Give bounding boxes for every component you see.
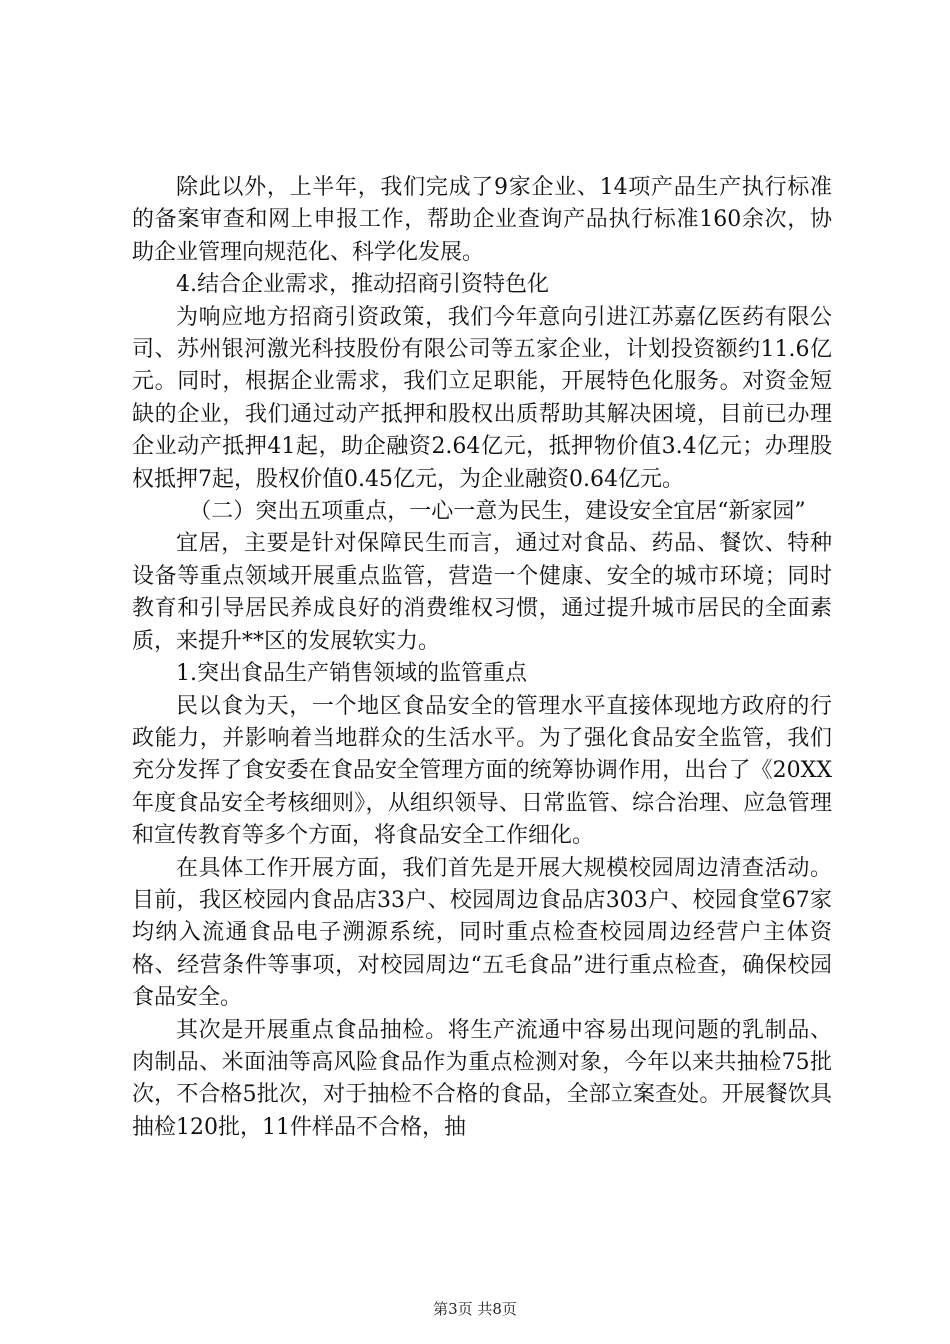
paragraph-p3: 宜居，主要是针对保障民生而言，通过对食品、药品、餐饮、特种设备等重点领域开展重点监管，营造一个健康、安全的城市环境；同时教育和引导居民养成良好的消费维权习惯，通过提升城市居民的全面素质，来提升**区的发展软实力。 — [132, 531, 832, 654]
paragraph-p2: 为响应地方招商引资政策，我们今年意向引进江苏嘉亿医药有限公司、苏州银河激光科技股份有限公司等五家企业，计划投资额约11.6亿元。同时，根据企业需求，我们立足职能，开展特色化服务。对资金短缺的企业，我们通过动产抵押和股权出质帮助其解决困境，目前已办理企业动产抵押41起，助企融资2.64亿元，抵押物价值3.4亿元；办理股权抵押7起，股权价值0.45亿元，为企业融资0.64亿元。 — [132, 304, 832, 492]
paragraph-p1: 除此以外，上半年，我们完成了9家企业、14项产品生产执行标准的备案审查和网上申报工作，帮助企业查询产品执行标准160余次，协助企业管理向规范化、科学化发展。 — [132, 175, 832, 265]
paragraph-p5: 在具体工作开展方面，我们首先是开展大规模校园周边清查活动。目前，我区校园内食品店33户、校园周边食品店303户、校园食堂67家均纳入流通食品电子溯源系统，同时重点检查校园周边经营户主体资格、经营条件等事项，对校园周边“五毛食品”进行重点检查，确保校园食品安全。 — [132, 855, 832, 1011]
heading-item-1: 1.突出食品生产销售领域的监管重点 — [176, 661, 527, 687]
page-footer: 第3页 共8页 — [433, 1300, 517, 1318]
section-heading-2: （二）突出五项重点，一心一意为民生，建设安全宜居“新家园” — [189, 499, 806, 525]
paragraph-p6: 其次是开展重点食品抽检。将生产流通中容易出现问题的乳制品、肉制品、米面油等高风险食品作为重点检测对象，今年以来共抽检75批次，不合格5批次，对于抽检不合格的食品，全部立案查处。开展餐饮具抽检120批，11件样品不合格，抽 — [132, 1017, 832, 1140]
paragraph-p4: 民以食为天，一个地区食品安全的管理水平直接体现地方政府的行政能力，并影响着当地群众的生活水平。为了强化食品安全监管，我们充分发挥了食安委在食品安全管理方面的统筹协调作用，出台了《20XX年度食品安全考核细则》，从组织领导、日常监管、综合治理、应急管理和宣传教育等多个方面，将食品安全工作细化。 — [132, 693, 832, 849]
document-body — [132, 172, 832, 1144]
heading-item-4: 4.结合企业需求，推动招商引资特色化 — [176, 272, 549, 298]
